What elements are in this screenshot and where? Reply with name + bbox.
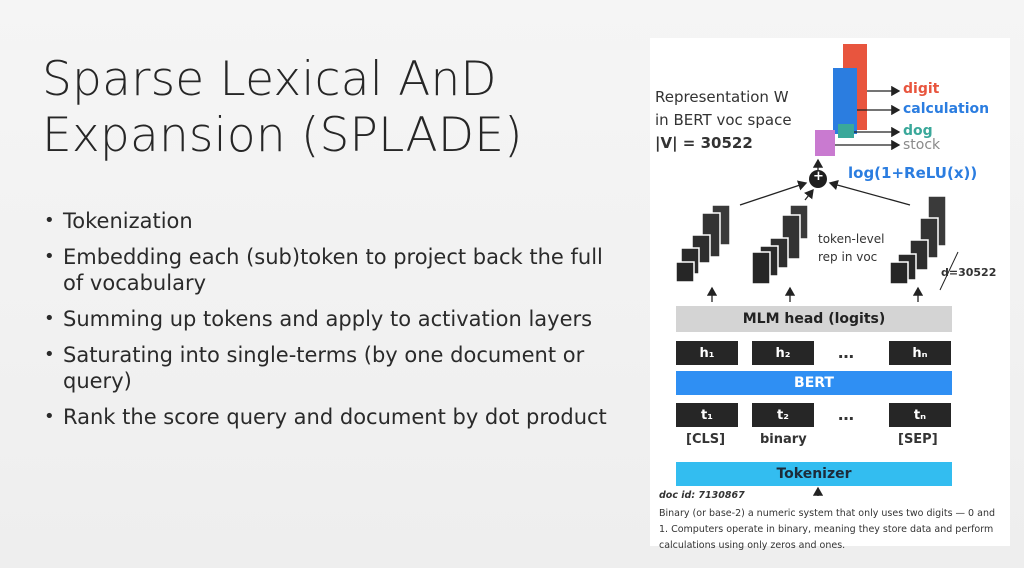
token-level-label-1: token-level <box>818 232 885 246</box>
tokenizer-bar: Tokenizer <box>676 462 952 486</box>
token-cls: [CLS] <box>686 432 726 447</box>
mlm-head-bar: MLM head (logits) <box>676 306 952 332</box>
bullet-item: • Embedding each (sub)token to project back the full of vocabulary <box>44 244 624 296</box>
term-digit: digit <box>903 81 940 97</box>
bullet-item: • Saturating into single-terms (by one document or query) <box>44 342 624 394</box>
title-line-2: Expansion (SPLADE) <box>42 108 523 163</box>
activation-label: log(1+ReLU(x)) <box>848 164 978 182</box>
term-dog: dog <box>903 123 933 139</box>
token-binary: binary <box>760 432 807 447</box>
stock-bar <box>815 130 835 156</box>
dog-bar <box>838 124 854 138</box>
rep-label-line-1: Representation W <box>655 88 789 106</box>
bullet-item: • Rank the score query and document by dot product <box>44 404 624 430</box>
token-rep-stack-2 <box>752 205 808 284</box>
vocab-size-label: |V| = 30522 <box>655 134 753 152</box>
token-embedding-ellipsis: … <box>838 405 854 424</box>
bullet-item: • Tokenization <box>44 208 624 234</box>
token-level-label-2: rep in voc <box>818 250 878 264</box>
token-rep-stack-3 <box>890 196 946 284</box>
doc-id: doc id: 7130867 <box>659 490 745 501</box>
bert-bar: BERT <box>676 371 952 395</box>
token-embedding-n: tₙ <box>889 403 951 427</box>
term-calculation: calculation <box>903 101 990 117</box>
dimension-label: d=30522 <box>941 266 997 279</box>
token-sep: [SEP] <box>898 432 938 447</box>
term-stock: stock <box>903 137 941 153</box>
hidden-state-n: hₙ <box>889 341 951 365</box>
doc-text: Binary (or base-2) a numeric system that only uses two digits — 0 and 1. Computers operate in binary, meaning they store data and perform calculations using only zeros and ones. <box>659 508 995 551</box>
token-embedding-1: t₁ <box>676 403 738 427</box>
token-rep-stack-1 <box>676 205 730 282</box>
rep-label-line-2: in BERT voc space <box>655 111 792 129</box>
hidden-state-1: h₁ <box>676 341 738 365</box>
hidden-state-2: h₂ <box>752 341 814 365</box>
title-line-1: Sparse Lexical AnD <box>42 52 497 107</box>
bullet-item: • Summing up tokens and apply to activation layers <box>44 306 624 332</box>
token-embedding-2: t₂ <box>752 403 814 427</box>
plus-sign: + <box>813 169 824 184</box>
hidden-state-ellipsis: … <box>838 343 854 362</box>
